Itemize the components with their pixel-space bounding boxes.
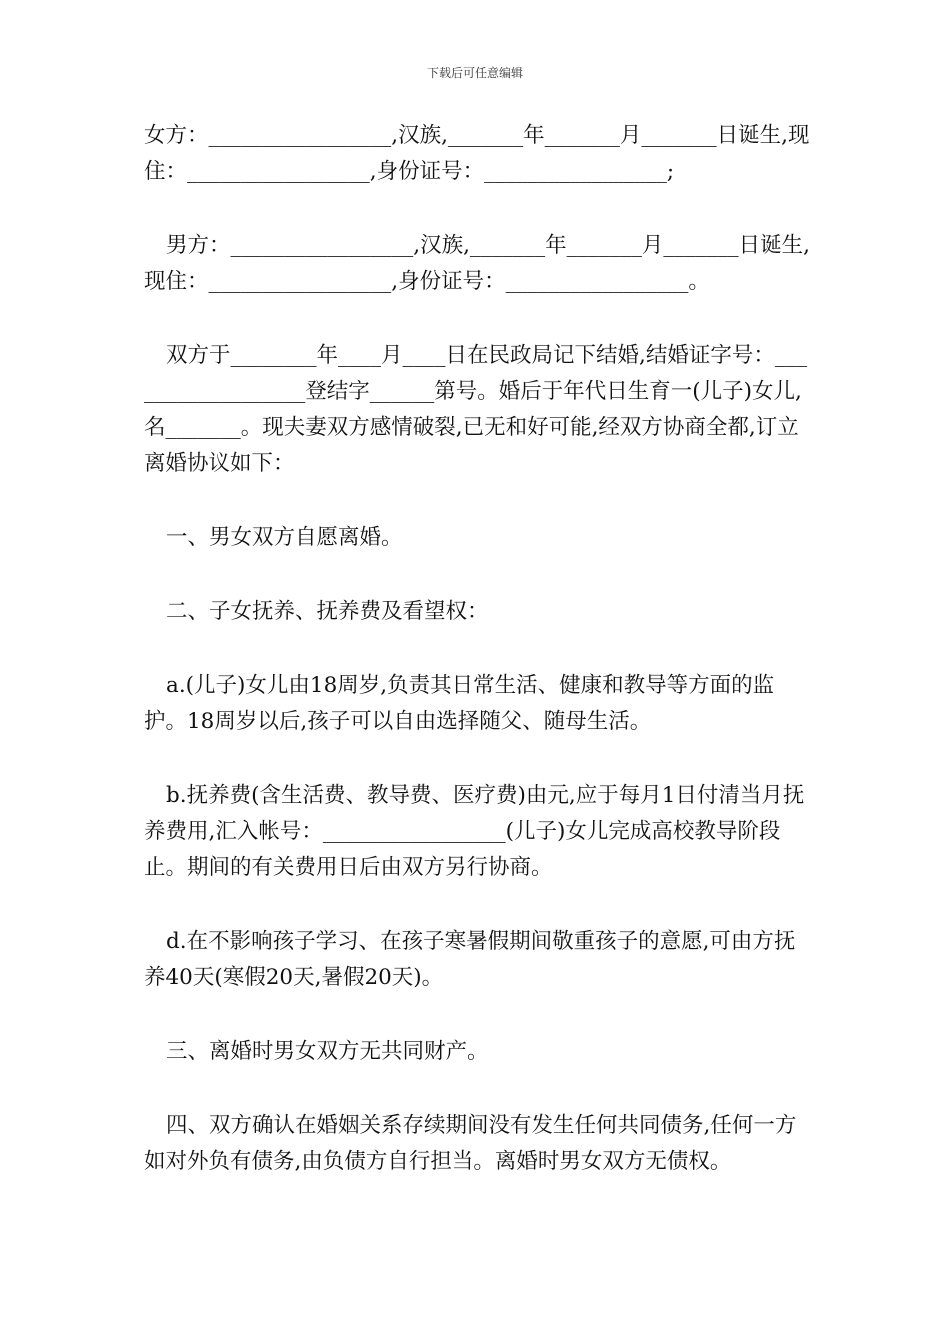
clause-1-voluntary-divorce: 一、男女双方自愿离婚。 <box>166 525 403 550</box>
clause-2b-support-fee: b.抚养费(含生活费、教导费、医疗费)由元,应于每月1日付清当月抚养费用,汇入帐号：_________________(儿子)女儿完成高校教导阶段止。期间的有关费用日后由双方另行协商。 <box>144 783 805 880</box>
clause-2d-visitation: d.在不影响孩子学习、在孩子寒暑假期间敬重孩子的意愿,可由方抚养40天(寒假20天,暑假20天)。 <box>144 929 796 990</box>
clause-4-debts: 四、双方确认在婚姻关系存续期间没有发生任何共同债务,任何一方如对外负有债务,由负债方自行担当。离婚时男女双方无债权。 <box>144 1113 797 1174</box>
paragraph-female-party: 女方：_________________,汉族,_______年_______月_______日诞生,现住：_________________,身份证号：_________________; <box>144 123 810 184</box>
paragraph-marriage-info: 双方于________年____月____日在民政局记下结婚,结婚证字号：__________________登结字______第号。婚后于年代日生育一(儿子)女儿,名_______。现夫妻双方感情破裂,已无和好可能,经双方协商全都,订立离婚协议如下： <box>144 343 808 476</box>
paragraph-male-party: 男方：_________________,汉族,_______年_______月_______日诞生,现住：_________________,身份证号：_________________。 <box>144 233 811 294</box>
clause-2a-custody: a.(儿子)女儿由18周岁,负责其日常生活、健康和教导等方面的监护。18周岁以后,孩子可以自由选择随父、随母生活。 <box>144 673 775 734</box>
clause-2-child-support-heading: 二、子女抚养、抚养费及看望权： <box>166 599 489 624</box>
clause-3-property: 三、离婚时男女双方无共同财产。 <box>166 1039 489 1064</box>
header-note: 下载后可任意编辑 <box>426 66 523 80</box>
document-body <box>144 118 814 1218</box>
